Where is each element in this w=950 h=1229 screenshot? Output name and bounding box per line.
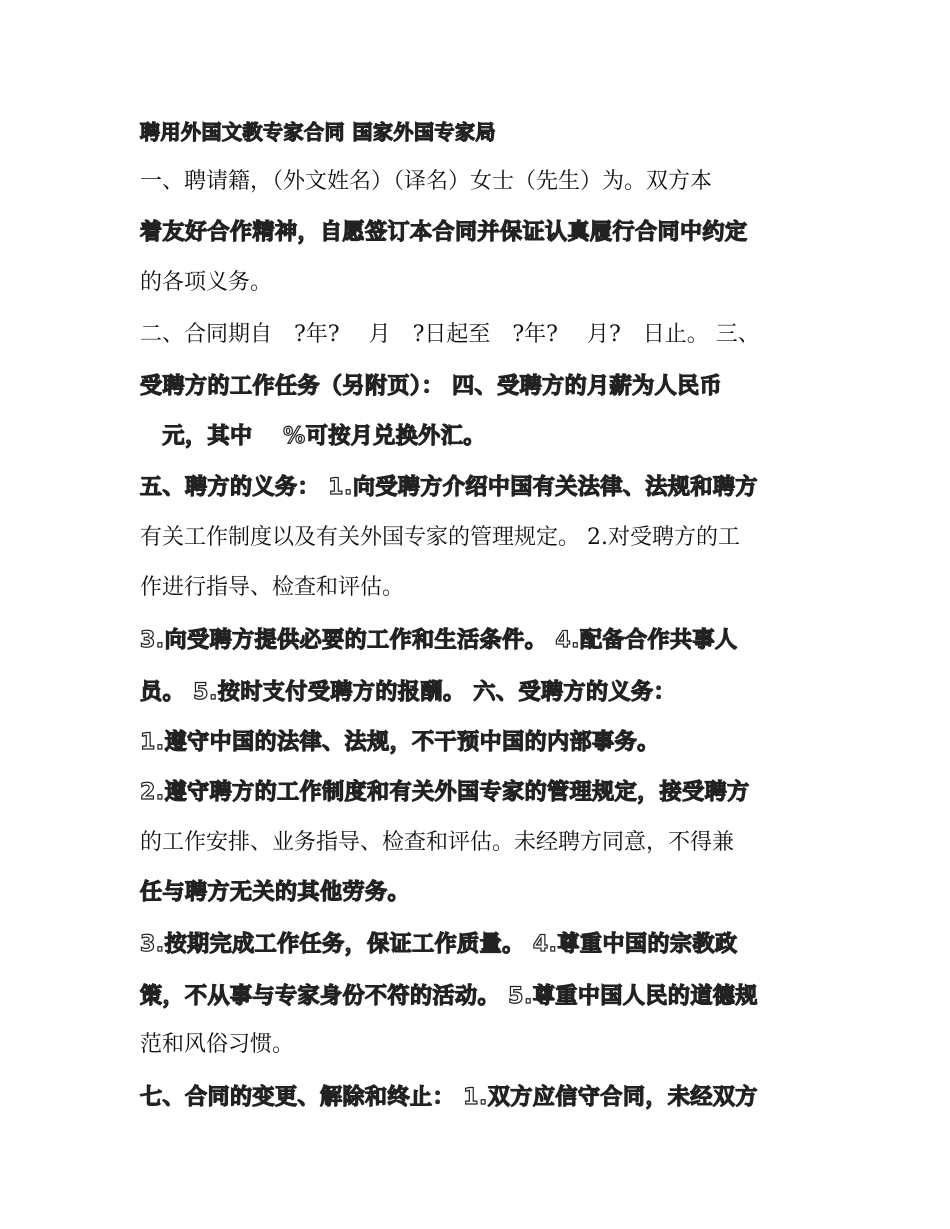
paragraph-line: 有关工作制度以及有关外国专家的管理规定。 2.对受聘方的工 [140,525,740,550]
paragraph-line: 的工作安排、业务指导、检查和评估。未经聘方同意，不得兼 [140,830,735,855]
paragraph-line: 任与聘方无关的其他劳务。 [140,880,411,905]
paragraph-line: 五、聘方的义务： 1.向受聘方介绍中国有关法律、法规和聘方 [140,475,758,500]
paragraph-line: 受聘方的工作任务（另附页）： 四、受聘方的月薪为人民币 [140,374,723,399]
paragraph-line: 二、合同期自 ?年? 月 ?日起至 ?年? 月? 日止。 三、 [140,322,760,347]
document-title: 聘用外国文教专家合同 国家外国专家局 [140,120,496,144]
paragraph-line: 元，其中 %可按月兑换外汇。 [140,424,486,449]
paragraph-line: 策，不从事与专家身份不符的活动。 5.尊重中国人民的道德规 [140,984,758,1009]
paragraph-line: 2.遵守聘方的工作制度和有关外国专家的管理规定，接受聘方 [140,780,750,805]
paragraph-line: 范和风俗习惯。 [140,1032,295,1057]
paragraph-line: 3.向受聘方提供必要的工作和生活条件。 4.配备合作共事人 [140,628,738,653]
paragraph-line: 的各项义务。 [140,270,273,295]
paragraph-line: 一、聘请籍，（外文姓名）（译名）女士（先生）为。双方本 [140,169,713,194]
paragraph-line: 着友好合作精神，自愿签订本合同并保证认真履行合同中约定 [140,220,748,245]
paragraph-line: 七、合同的变更、解除和终止： 1.双方应信守合同，未经双方 [140,1085,758,1110]
paragraph-line: 3.按期完成工作任务，保证工作质量。 4.尊重中国的宗教政 [140,932,738,957]
paragraph-line: 作进行指导、检查和评估。 [140,575,405,600]
paragraph-line: 员。 5.按时支付受聘方的报酬。 六、受聘方的义务： [140,680,676,705]
paragraph-line: 1.遵守中国的法律、法规，不干预中国的内部事务。 [140,730,660,755]
